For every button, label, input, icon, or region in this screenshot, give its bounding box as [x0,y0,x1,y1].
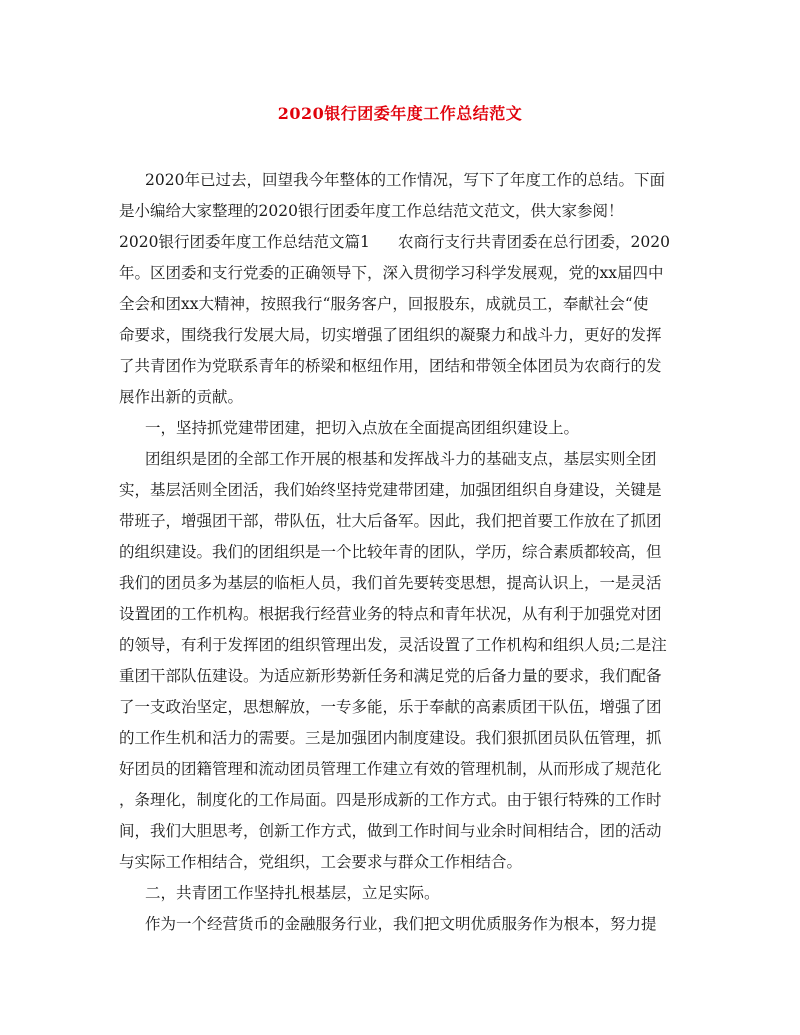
text-line-content: 命要求，围绕我行发展大局，切实增强了团组织的凝聚力和战斗力，更好的发挥 [119,326,662,344]
section-heading: 2020银行团委年度工作总结范文篇1 [119,233,370,251]
text-line-content: 设置团的工作机构。根据我行经营业务的特点和青年状况，从有利于加强党对团 [119,605,662,623]
text-line-content: 与实际工作相结合，党组织，工会要求与群众工作相结合。 [119,853,523,871]
text-line-content: 了一支政治坚定，思想解放，一专多能，乐于奉献的高素质团干队伍，增强了团 [119,698,662,716]
text-line-content: 我们的团员多为基层的临柜人员，我们首先要转变思想，提高认识上，一是灵活 [119,574,662,592]
text-line-content: 展作出新的贡献。 [119,388,244,406]
text-line-content: 实，基层活则全团活，我们始终坚持党建带团建，加强团组织自身建设，关键是 [119,481,662,499]
text-line-content: 带班子，增强团干部，带队伍，壮大后备军。因此，我们把首要工作放在了抓团 [119,512,662,530]
text-line-content: 的组织建设。我们的团组织是一个比较年青的团队，学历，综合素质都较高，但 [119,543,662,561]
text-line-content: ，条理化，制度化的工作局面。四是形成新的工作方式。由于银行特殊的工作时 [119,791,662,809]
text-line-content: 作为一个经营货币的金融服务行业，我们把文明优质服务作为根本，努力提 [145,915,657,933]
text-line-content: 了共青团作为党联系青年的桥梁和枢纽作用，团结和带领全体团员为农商行的发 [119,357,662,375]
section-heading: 二，共青团工作坚持扎根基层，立足实际。 [145,884,440,902]
document-title: 2020银行团委年度工作总结范文 [277,104,523,123]
text-line-content: 农商行支行共青团委在总行团委，2020 [398,233,670,251]
text-line-content: 2020年已过去，回望我今年整体的工作情况，写下了年度工作的总结。下面 [145,171,665,189]
text-line-content: 的工作生机和活力的需要。三是加强团内制度建设。我们狠抓团员队伍管理，抓 [119,729,662,747]
text-line-content: 年。区团委和支行党委的正确领导下，深入贯彻学习科学发展观，党的xx届四中 [119,264,664,282]
text-line-content: 的领导，有利于发挥团的组织管理出发，灵活设置了工作机构和组织人员;二是注 [119,636,667,654]
text-line-content: 重团干部队伍建设。为适应新形势新任务和满足党的后备力量的要求，我们配备 [119,667,662,685]
text-line-content: 全会和团xx大精神，按照我行“服务客户，回报股东，成就员工，奉献社会“使 [119,295,649,313]
text-line-content: 间，我们大胆思考，创新工作方式，做到工作时间与业余时间相结合，团的活动 [119,822,662,840]
text-line-content: 是小编给大家整理的2020银行团委年度工作总结范文范文，供大家参阅！ [119,202,624,220]
text-line-content: 好团员的团籍管理和流动团员管理工作建立有效的管理机制，从而形成了规范化 [119,760,662,778]
text-line-content: 团组织是团的全部工作开展的根基和发挥战斗力的基础支点，基层实则全团 [145,450,657,468]
section-heading: 一，坚持抓党建带团建，把切入点放在全面提高团组织建设上。 [145,419,580,437]
